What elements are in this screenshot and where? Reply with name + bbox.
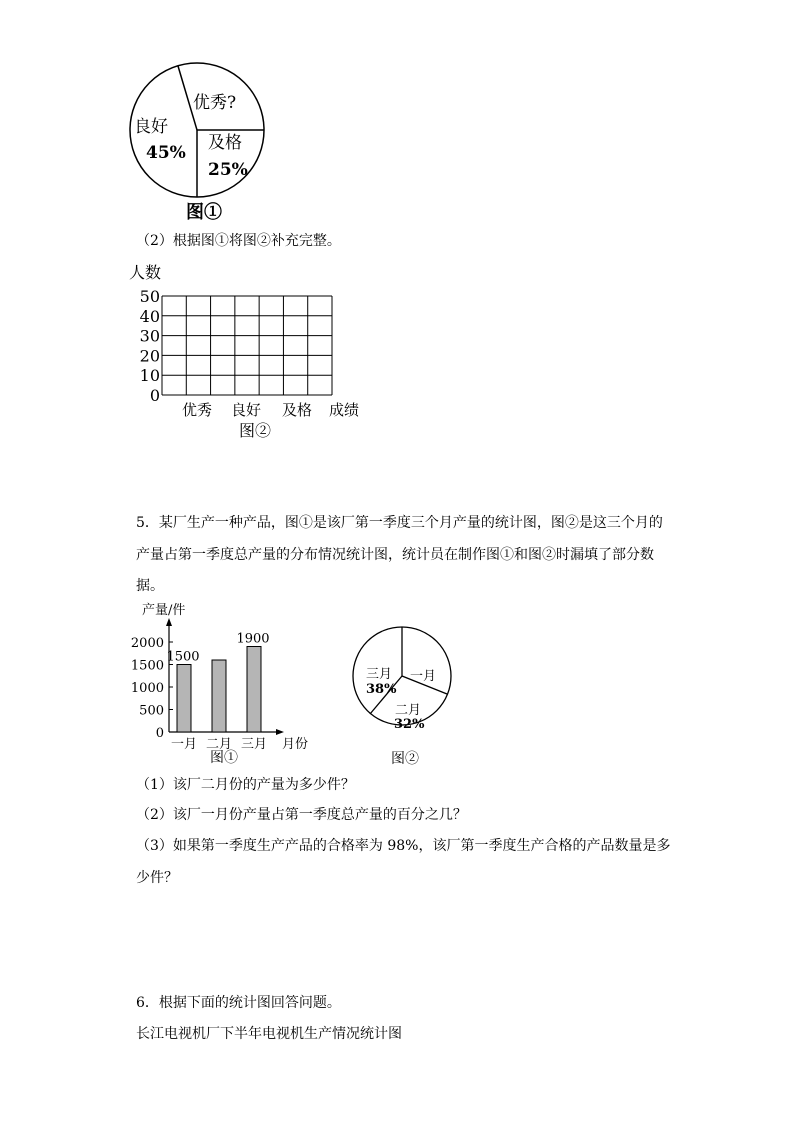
grid2-gridlines	[162, 296, 332, 395]
bar-category-label: 三月	[240, 737, 268, 752]
bar-data-label: 1900	[236, 631, 270, 647]
bar-chart-ytick-label: 500	[139, 703, 164, 719]
q5-stem-line1: 5．某厂生产一种产品，图①是该厂第一季度三个月产量的统计图，图②是这三个月的	[136, 515, 663, 531]
grid2-xcat-excellent: 优秀	[182, 401, 213, 419]
grid2-ytick-label: 20	[139, 346, 160, 366]
bar-chart-caption: 图①	[210, 750, 238, 766]
pie-chart-2	[350, 610, 460, 770]
bar-chart-bars	[166, 632, 269, 733]
q5-sub3-line2: 少件？	[136, 870, 178, 886]
grid2-yticks	[140, 287, 160, 405]
bar-chart-1	[128, 598, 318, 770]
pie2-label-feb: 二月	[395, 703, 422, 718]
grid2-ylabel: 人数	[129, 263, 162, 282]
pie-chart-1	[120, 60, 290, 230]
bar-1	[177, 665, 191, 733]
bar-chart-ytick-label: 1500	[130, 658, 164, 674]
q5-sub2: （2）该厂一月份产量占第一季度总产量的百分之几？	[136, 807, 467, 823]
bar-chart-xlabel: 月份	[282, 737, 309, 752]
pie1-percent-pass: 25%	[208, 160, 248, 180]
bar-chart-ytick-label: 0	[155, 726, 164, 741]
grid-chart-2	[120, 260, 380, 445]
q6-stem: 6．根据下面的统计图回答问题。	[136, 995, 341, 1011]
pie1-caption: 图①	[186, 202, 222, 223]
pie2-percent-mar: 38%	[366, 682, 397, 697]
bar-2	[212, 660, 226, 732]
q4-sub2: （2）根据图①将图②补充完整。	[136, 233, 341, 249]
bar-chart-ytick-label: 1000	[130, 681, 164, 696]
pie1-label-pass: 及格	[208, 133, 242, 153]
bar-data-label: 1500	[166, 649, 200, 665]
pie2-caption: 图②	[391, 751, 419, 767]
q5-stem-line2: 产量占第一季度总产量的分布情况统计图，统计员在制作图①和图②时漏填了部分数	[136, 547, 654, 563]
grid2-ytick-label: 30	[139, 326, 160, 346]
pie1-label-good: 良好	[134, 117, 168, 137]
grid2-xcat-pass: 及格	[282, 401, 313, 419]
q5-sub1: （1）该厂二月份的产量为多少件？	[136, 777, 355, 793]
grid2-ytick-label: 0	[149, 386, 160, 405]
q5-sub3-line1: （3）如果第一季度生产产品的合格率为 98%，该厂第一季度生产合格的产品数量是多	[136, 838, 671, 854]
bar-3	[247, 647, 261, 733]
bar-category-label: 一月	[170, 737, 198, 752]
grid2-ytick-label: 40	[139, 306, 160, 326]
grid2-xcat-good: 良好	[231, 401, 262, 419]
bar-chart-ylabel: 产量/件	[142, 603, 186, 618]
pie1-label-excellent: 优秀?	[193, 93, 237, 113]
pie2-label-jan: 一月	[410, 669, 437, 684]
grid2-ytick-label: 50	[139, 287, 160, 306]
pie1-percent-good: 45%	[146, 143, 186, 163]
q5-stem-line3: 据。	[136, 578, 164, 594]
grid2-ytick-label: 10	[139, 366, 160, 386]
bar-chart-y-arrow	[166, 618, 172, 626]
q6-chart-title: 长江电视机厂下半年电视机生产情况统计图	[136, 1026, 402, 1042]
grid2-xlabel: 成绩	[329, 401, 360, 419]
bar-category-label: 二月	[205, 737, 233, 752]
grid2-caption: 图②	[239, 421, 272, 440]
pie2-percent-feb: 32%	[394, 717, 425, 732]
pie2-label-mar: 三月	[366, 667, 393, 682]
bar-chart-ytick-label: 2000	[130, 636, 164, 651]
bar-chart-x-arrow	[276, 729, 284, 735]
